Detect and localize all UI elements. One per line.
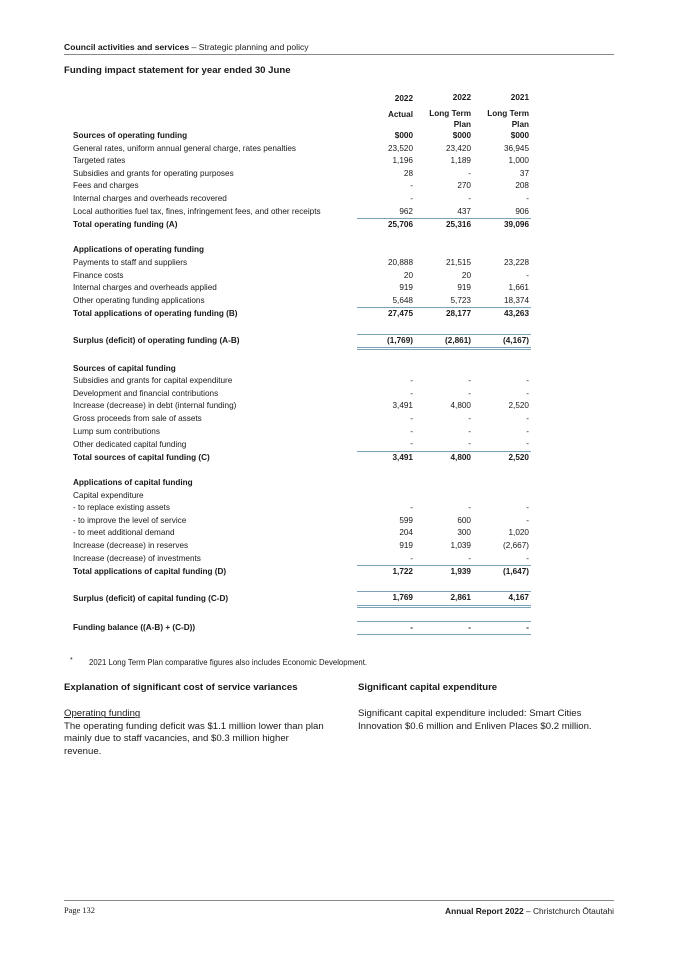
row-value: $000 (452, 131, 471, 140)
col-name: Long Term Plan (487, 109, 529, 129)
variances-body: The operating funding deficit was $1.1 million lower than plan mainly due to staff vacancies, and $0.3 million higher revenue. (64, 720, 324, 757)
row-value: (1,769) (357, 334, 415, 349)
table-row (70, 592, 531, 607)
row-value: 2,861 (415, 592, 473, 607)
table-row (70, 257, 531, 270)
row-value: - (526, 426, 529, 436)
table-row (70, 308, 531, 321)
row-label: Total applications of operating funding (B) (73, 309, 238, 319)
row-value: 36,945 (503, 143, 529, 153)
row-value: - (526, 515, 529, 525)
col-header-actual-2022 (357, 92, 415, 130)
row-value: 23,228 (503, 257, 529, 267)
table-header-row (70, 92, 531, 130)
row-value: - (415, 438, 473, 451)
row-value: - (410, 426, 413, 436)
row-label: Internal charges and overheads applied (73, 283, 217, 293)
row-label: Other operating funding applications (73, 295, 205, 305)
table-row (70, 244, 531, 257)
spacer-row (70, 464, 531, 477)
col-header-ltp-2021 (473, 92, 531, 130)
row-label: Increase (decrease) in reserves (73, 541, 189, 550)
report-name: Annual Report 2022 (445, 906, 524, 916)
row-value: 28 (403, 168, 413, 178)
table-row (70, 180, 531, 193)
row-label: Targeted rates (73, 156, 126, 166)
table-row (70, 413, 531, 426)
row-value: - (410, 388, 413, 398)
row-value: 20 (461, 270, 471, 280)
row-label: Applications of operating funding (73, 245, 204, 255)
row-value: - (468, 193, 471, 203)
row-value: $000 (510, 131, 529, 140)
row-value (473, 363, 531, 376)
row-value (473, 477, 531, 490)
row-value: - (415, 553, 473, 566)
row-label: General rates, uniform annual general charge, rates penalties (73, 143, 297, 153)
row-value: 5,723 (415, 295, 473, 308)
row-label: Lump sum contributions (73, 426, 160, 436)
row-value (357, 477, 415, 490)
row-value: 962 (357, 206, 415, 219)
row-value: 4,800 (450, 401, 471, 411)
row-label: Subsidies and grants for operating purposes (73, 168, 234, 178)
row-value: - (526, 193, 529, 203)
row-label: Fees and charges (73, 181, 139, 191)
capex-section (358, 682, 614, 733)
row-value: 18,374 (473, 295, 531, 308)
table-row (70, 295, 531, 308)
row-value: - (468, 168, 471, 178)
row-value: 1,769 (357, 592, 415, 607)
header-section: Council activities and services (64, 42, 190, 52)
row-value: - (473, 438, 531, 451)
table-row (70, 143, 531, 156)
row-value: 20 (403, 270, 413, 280)
row-value: - (526, 388, 529, 398)
row-value: - (468, 414, 471, 424)
row-label: Payments to staff and suppliers (73, 257, 188, 267)
row-label: Development and financial contributions (73, 388, 219, 398)
row-label: - to improve the level of service (73, 515, 187, 525)
col-name: Long Term Plan (429, 109, 471, 129)
table-row (70, 451, 531, 464)
report-title (445, 906, 614, 916)
row-value: - (410, 414, 413, 424)
footnote-text: 2021 Long Term Plan comparative figures also includes Economic Development. (89, 658, 368, 667)
row-value: 599 (399, 515, 413, 525)
row-value: 20,888 (387, 257, 413, 267)
row-value: $000 (394, 131, 413, 140)
report-suffix: – Christchurch Ōtautahi (523, 906, 614, 916)
spacer-row (70, 579, 531, 592)
row-label: Sources of operating funding (73, 131, 188, 140)
row-value: 37 (519, 168, 529, 178)
row-label: - to meet additional demand (73, 528, 175, 538)
row-value: - (357, 438, 415, 451)
table-row (70, 502, 531, 515)
row-value: 208 (515, 181, 529, 191)
row-label: Other dedicated capital funding (73, 439, 187, 449)
row-label: Sources of capital funding (73, 363, 176, 373)
row-label: Gross proceeds from sale of assets (73, 414, 202, 424)
spacer-row (70, 232, 531, 245)
row-value: 2,520 (508, 452, 529, 462)
row-value: - (473, 553, 531, 566)
table-row (70, 282, 531, 295)
row-value: - (410, 193, 413, 203)
statement-title: Funding impact statement for year ended 30 June (64, 65, 291, 76)
footnote-marker: * (70, 657, 73, 664)
row-value: - (473, 621, 531, 635)
row-value: 1,000 (508, 156, 529, 166)
row-value: 1,722 (392, 567, 413, 577)
row-value: 25,316 (445, 220, 471, 230)
row-value: 4,800 (450, 452, 471, 462)
row-value (357, 244, 415, 257)
row-value: - (415, 621, 473, 635)
row-value: - (357, 553, 415, 566)
row-value: 21,515 (445, 257, 471, 267)
funding-impact-table (70, 92, 531, 635)
row-value (357, 490, 415, 503)
row-value: - (410, 503, 413, 513)
row-value: 906 (473, 206, 531, 219)
col-name: Actual (387, 110, 413, 119)
table-row (70, 219, 531, 232)
row-label: Surplus (deficit) of capital funding (C-D) (73, 593, 229, 603)
row-value: - (468, 376, 471, 386)
variances-section (64, 682, 326, 758)
row-value: 4,167 (473, 592, 531, 607)
row-value: 270 (457, 181, 471, 191)
spacer-row (70, 606, 531, 621)
col-year: 2022 (394, 94, 413, 103)
row-label: - to replace existing assets (73, 503, 170, 513)
row-value: (4,167) (473, 334, 531, 349)
table-row (70, 270, 531, 283)
row-value (415, 363, 473, 376)
row-value: 1,661 (508, 283, 529, 293)
table-row (70, 388, 531, 401)
row-value: - (526, 270, 529, 280)
row-value: 1,189 (450, 156, 471, 166)
table-row (70, 168, 531, 181)
row-label: Capital expenditure (73, 490, 144, 500)
table-row (70, 155, 531, 168)
row-value (357, 363, 415, 376)
table-row (70, 363, 531, 376)
table-row (70, 400, 531, 413)
row-value: 39,096 (503, 220, 529, 230)
col-year: 2021 (510, 93, 529, 102)
row-value: 23,420 (445, 143, 471, 153)
row-label: Internal charges and overheads recovered (73, 193, 227, 203)
row-value: 919 (399, 283, 413, 293)
row-value: 437 (415, 206, 473, 219)
row-value: 43,263 (503, 309, 529, 319)
row-label: Finance costs (73, 270, 124, 280)
row-value: 27,475 (387, 309, 413, 319)
table-row (70, 553, 531, 566)
row-value: 1,039 (450, 541, 471, 550)
row-label: Surplus (deficit) of operating funding (A-B) (73, 336, 240, 345)
row-value: 3,491 (392, 401, 413, 411)
row-value: - (410, 376, 413, 386)
table-row (70, 375, 531, 388)
col-year: 2022 (452, 93, 471, 102)
row-value: - (468, 388, 471, 398)
col-header-ltp-2022 (415, 92, 473, 130)
row-label: Local authorities fuel tax, fines, infringement fees, and other receipts (73, 206, 321, 216)
row-value (415, 477, 473, 490)
table-row (70, 426, 531, 439)
header-divider (64, 54, 614, 55)
row-label: Total sources of capital funding (C) (73, 452, 210, 462)
row-label: Total operating funding (A) (73, 219, 178, 229)
row-value: 2,520 (508, 401, 529, 411)
row-value: (2,667) (503, 541, 529, 550)
table-row (70, 477, 531, 490)
row-value: 1,939 (450, 567, 471, 577)
variances-heading: Explanation of significant cost of service variances (64, 682, 298, 693)
table-row (70, 206, 531, 219)
row-value: 919 (399, 541, 413, 550)
row-value (473, 244, 531, 257)
table-row (70, 527, 531, 540)
table-row (70, 621, 531, 635)
row-value: - (410, 181, 413, 191)
row-value (415, 490, 473, 503)
spacer-row (70, 321, 531, 334)
row-value: 25,706 (387, 220, 413, 230)
row-value: 204 (399, 528, 413, 538)
table-row (70, 540, 531, 553)
row-value: 28,177 (445, 309, 471, 319)
capex-body: Significant capital expenditure included: Smart Cities Innovation $0.6 million and Enliven Places $0.2 million. (358, 708, 592, 732)
header-subsection: – Strategic planning and policy (189, 42, 309, 52)
row-value (415, 244, 473, 257)
row-value: 600 (457, 515, 471, 525)
spacer-row (70, 349, 531, 363)
row-value (473, 490, 531, 503)
row-value: (1,647) (503, 567, 529, 577)
table-row (70, 193, 531, 206)
table-row (70, 566, 531, 579)
capex-heading: Significant capital expenditure (358, 682, 498, 693)
row-value: 5,648 (357, 295, 415, 308)
row-label: Total applications of capital funding (D) (73, 566, 227, 576)
row-value: 1,196 (392, 156, 413, 166)
row-label: Applications of capital funding (73, 478, 193, 488)
table-row (70, 515, 531, 528)
row-value: - (526, 376, 529, 386)
table-row (70, 334, 531, 349)
row-label: Funding balance ((A-B) + (C-D)) (73, 622, 196, 632)
footer-divider (64, 900, 614, 901)
row-label: Increase (decrease) in debt (internal funding) (73, 401, 237, 411)
table-row (70, 490, 531, 503)
row-label: Increase (decrease) of investments (73, 553, 201, 563)
row-value: 1,020 (508, 528, 529, 538)
row-label: Subsidies and grants for capital expenditure (73, 376, 233, 386)
page-header (64, 42, 309, 52)
row-value: (2,861) (415, 334, 473, 349)
row-value: 919 (457, 283, 471, 293)
table-row (70, 130, 531, 143)
row-value: 300 (457, 528, 471, 538)
row-value: - (526, 414, 529, 424)
row-value: - (468, 503, 471, 513)
row-value: - (526, 503, 529, 513)
row-value: 3,491 (392, 452, 413, 462)
row-value: 23,520 (387, 143, 413, 153)
variances-subheading: Operating funding (64, 708, 141, 720)
row-value: - (357, 621, 415, 635)
table-row (70, 438, 531, 451)
row-value: - (468, 426, 471, 436)
page-number: Page 132 (64, 906, 95, 915)
